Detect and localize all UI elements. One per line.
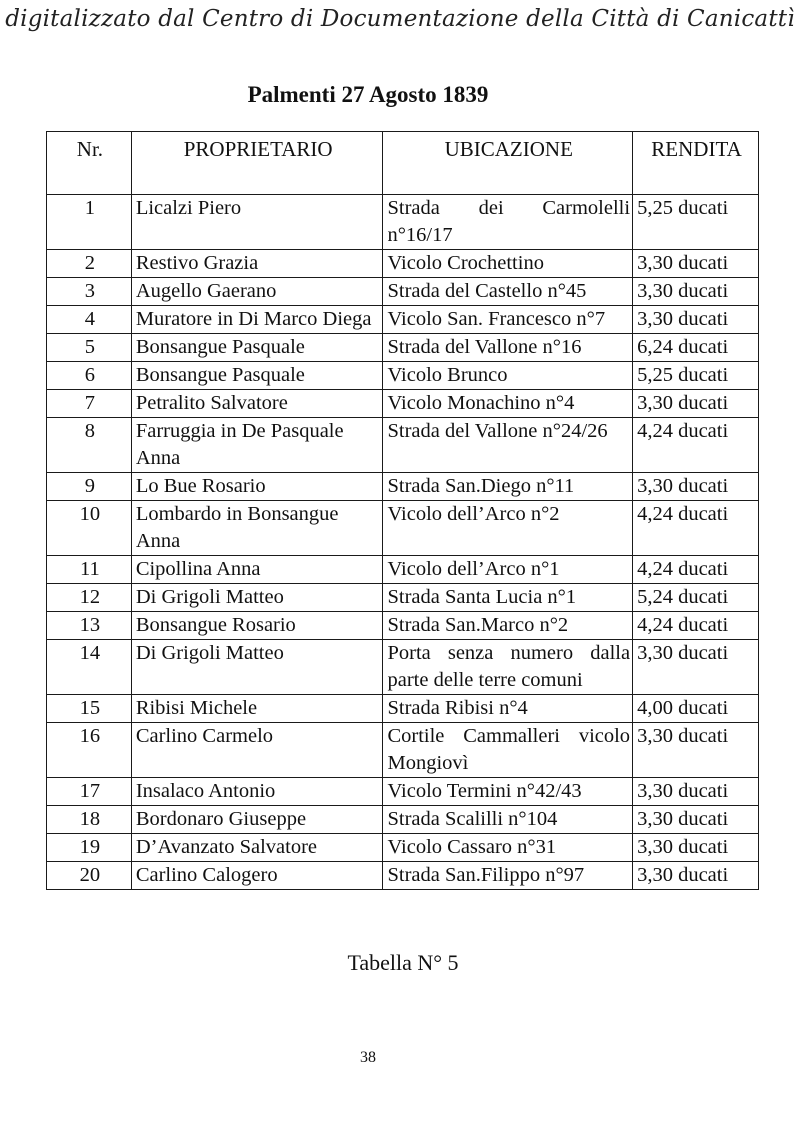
table-row xyxy=(47,195,759,250)
cell-ubicazione: Strada dei Carmolelli n°16/17 xyxy=(383,195,633,250)
cell-proprietario: Muratore in Di Marco Diega xyxy=(131,306,383,334)
cell-rendita: 4,24 ducati xyxy=(633,612,759,640)
cell-nr: 19 xyxy=(47,834,132,862)
cell-ubicazione: Strada del Vallone n°24/26 xyxy=(383,418,633,473)
table-row xyxy=(47,584,759,612)
cell-proprietario: D’Avanzato Salvatore xyxy=(131,834,383,862)
cell-ubicazione: Strada San.Diego n°11 xyxy=(383,473,633,501)
cell-nr: 13 xyxy=(47,612,132,640)
page-number: 38 xyxy=(360,1049,376,1066)
column-header-rendita: RENDITA xyxy=(633,132,759,195)
table-row xyxy=(47,473,759,501)
table-row xyxy=(47,501,759,556)
document-title: Palmenti 27 Agosto 1839 xyxy=(247,82,489,107)
table-row xyxy=(47,640,759,695)
cell-nr: 3 xyxy=(47,278,132,306)
cell-proprietario: Bordonaro Giuseppe xyxy=(131,806,383,834)
cell-rendita: 3,30 ducati xyxy=(633,862,759,890)
cell-rendita: 4,24 ducati xyxy=(633,556,759,584)
cell-ubicazione: Vicolo Crochettino xyxy=(383,250,633,278)
table-row xyxy=(47,306,759,334)
table-row xyxy=(47,612,759,640)
table-row xyxy=(47,334,759,362)
cell-rendita: 3,30 ducati xyxy=(633,723,759,778)
cell-nr: 12 xyxy=(47,584,132,612)
table-row xyxy=(47,556,759,584)
cell-proprietario: Augello Gaerano xyxy=(131,278,383,306)
cell-rendita: 4,00 ducati xyxy=(633,695,759,723)
cell-nr: 14 xyxy=(47,640,132,695)
cell-ubicazione: Cortile Cammalleri vicolo Mongiovì xyxy=(383,723,633,778)
cell-rendita: 3,30 ducati xyxy=(633,778,759,806)
cell-nr: 1 xyxy=(47,195,132,250)
table-row xyxy=(47,390,759,418)
cell-rendita: 4,24 ducati xyxy=(633,501,759,556)
cell-nr: 7 xyxy=(47,390,132,418)
cell-nr: 8 xyxy=(47,418,132,473)
cell-ubicazione: Strada San.Filippo n°97 xyxy=(383,862,633,890)
cell-rendita: 5,25 ducati xyxy=(633,195,759,250)
cell-nr: 16 xyxy=(47,723,132,778)
cell-rendita: 6,24 ducati xyxy=(633,334,759,362)
digitization-credit: digitalizzato dal Centro di Documentazione della Città di Canicattì xyxy=(5,6,795,32)
cell-ubicazione: Vicolo Monachino n°4 xyxy=(383,390,633,418)
cell-nr: 5 xyxy=(47,334,132,362)
cell-proprietario: Ribisi Michele xyxy=(131,695,383,723)
cell-rendita: 3,30 ducati xyxy=(633,250,759,278)
cell-rendita: 3,30 ducati xyxy=(633,390,759,418)
cell-ubicazione: Vicolo dell’Arco n°2 xyxy=(383,501,633,556)
cell-rendita: 3,30 ducati xyxy=(633,640,759,695)
cell-rendita: 4,24 ducati xyxy=(633,418,759,473)
cell-ubicazione: Strada del Vallone n°16 xyxy=(383,334,633,362)
cell-ubicazione: Porta senza numero dalla parte delle terre comuni xyxy=(383,640,633,695)
cell-nr: 15 xyxy=(47,695,132,723)
cell-proprietario: Bonsangue Pasquale xyxy=(131,362,383,390)
cell-proprietario: Cipollina Anna xyxy=(131,556,383,584)
palmenti-table xyxy=(46,131,759,890)
cell-ubicazione: Vicolo Termini n°42/43 xyxy=(383,778,633,806)
cell-nr: 20 xyxy=(47,862,132,890)
table-row xyxy=(47,278,759,306)
cell-ubicazione: Strada Ribisi n°4 xyxy=(383,695,633,723)
table-row xyxy=(47,723,759,778)
cell-ubicazione: Vicolo Cassaro n°31 xyxy=(383,834,633,862)
table-row xyxy=(47,362,759,390)
cell-rendita: 3,30 ducati xyxy=(633,278,759,306)
cell-nr: 10 xyxy=(47,501,132,556)
cell-proprietario: Petralito Salvatore xyxy=(131,390,383,418)
cell-nr: 11 xyxy=(47,556,132,584)
cell-proprietario: Carlino Carmelo xyxy=(131,723,383,778)
cell-proprietario: Bonsangue Pasquale xyxy=(131,334,383,362)
table-row xyxy=(47,250,759,278)
column-header-proprietario: PROPRIETARIO xyxy=(131,132,383,195)
cell-proprietario: Bonsangue Rosario xyxy=(131,612,383,640)
cell-ubicazione: Vicolo San. Francesco n°7 xyxy=(383,306,633,334)
cell-rendita: 5,24 ducati xyxy=(633,584,759,612)
cell-ubicazione: Strada San.Marco n°2 xyxy=(383,612,633,640)
cell-rendita: 3,30 ducati xyxy=(633,806,759,834)
cell-ubicazione: Strada del Castello n°45 xyxy=(383,278,633,306)
cell-ubicazione: Strada Santa Lucia n°1 xyxy=(383,584,633,612)
table-row xyxy=(47,778,759,806)
cell-proprietario: Lo Bue Rosario xyxy=(131,473,383,501)
table-row xyxy=(47,862,759,890)
table-row xyxy=(47,806,759,834)
table-row xyxy=(47,695,759,723)
header-row xyxy=(47,132,759,195)
cell-rendita: 3,30 ducati xyxy=(633,473,759,501)
cell-proprietario: Restivo Grazia xyxy=(131,250,383,278)
column-header-nr: Nr. xyxy=(47,132,132,195)
table-body xyxy=(47,195,759,890)
cell-nr: 4 xyxy=(47,306,132,334)
cell-rendita: 3,30 ducati xyxy=(633,834,759,862)
column-header-ubicazione: UBICAZIONE xyxy=(383,132,633,195)
cell-proprietario: Insalaco Antonio xyxy=(131,778,383,806)
cell-ubicazione: Strada Scalilli n°104 xyxy=(383,806,633,834)
cell-proprietario: Di Grigoli Matteo xyxy=(131,640,383,695)
cell-proprietario: Farruggia in De Pasquale Anna xyxy=(131,418,383,473)
cell-nr: 18 xyxy=(47,806,132,834)
cell-rendita: 5,25 ducati xyxy=(633,362,759,390)
cell-ubicazione: Vicolo dell’Arco n°1 xyxy=(383,556,633,584)
cell-proprietario: Di Grigoli Matteo xyxy=(131,584,383,612)
cell-nr: 2 xyxy=(47,250,132,278)
table-row xyxy=(47,834,759,862)
table-caption: Tabella N° 5 xyxy=(347,950,459,975)
table-row xyxy=(47,418,759,473)
table-header xyxy=(47,132,759,195)
cell-proprietario: Carlino Calogero xyxy=(131,862,383,890)
cell-ubicazione: Vicolo Brunco xyxy=(383,362,633,390)
cell-nr: 6 xyxy=(47,362,132,390)
cell-nr: 17 xyxy=(47,778,132,806)
cell-proprietario: Lombardo in Bonsangue Anna xyxy=(131,501,383,556)
cell-nr: 9 xyxy=(47,473,132,501)
cell-proprietario: Licalzi Piero xyxy=(131,195,383,250)
cell-rendita: 3,30 ducati xyxy=(633,306,759,334)
